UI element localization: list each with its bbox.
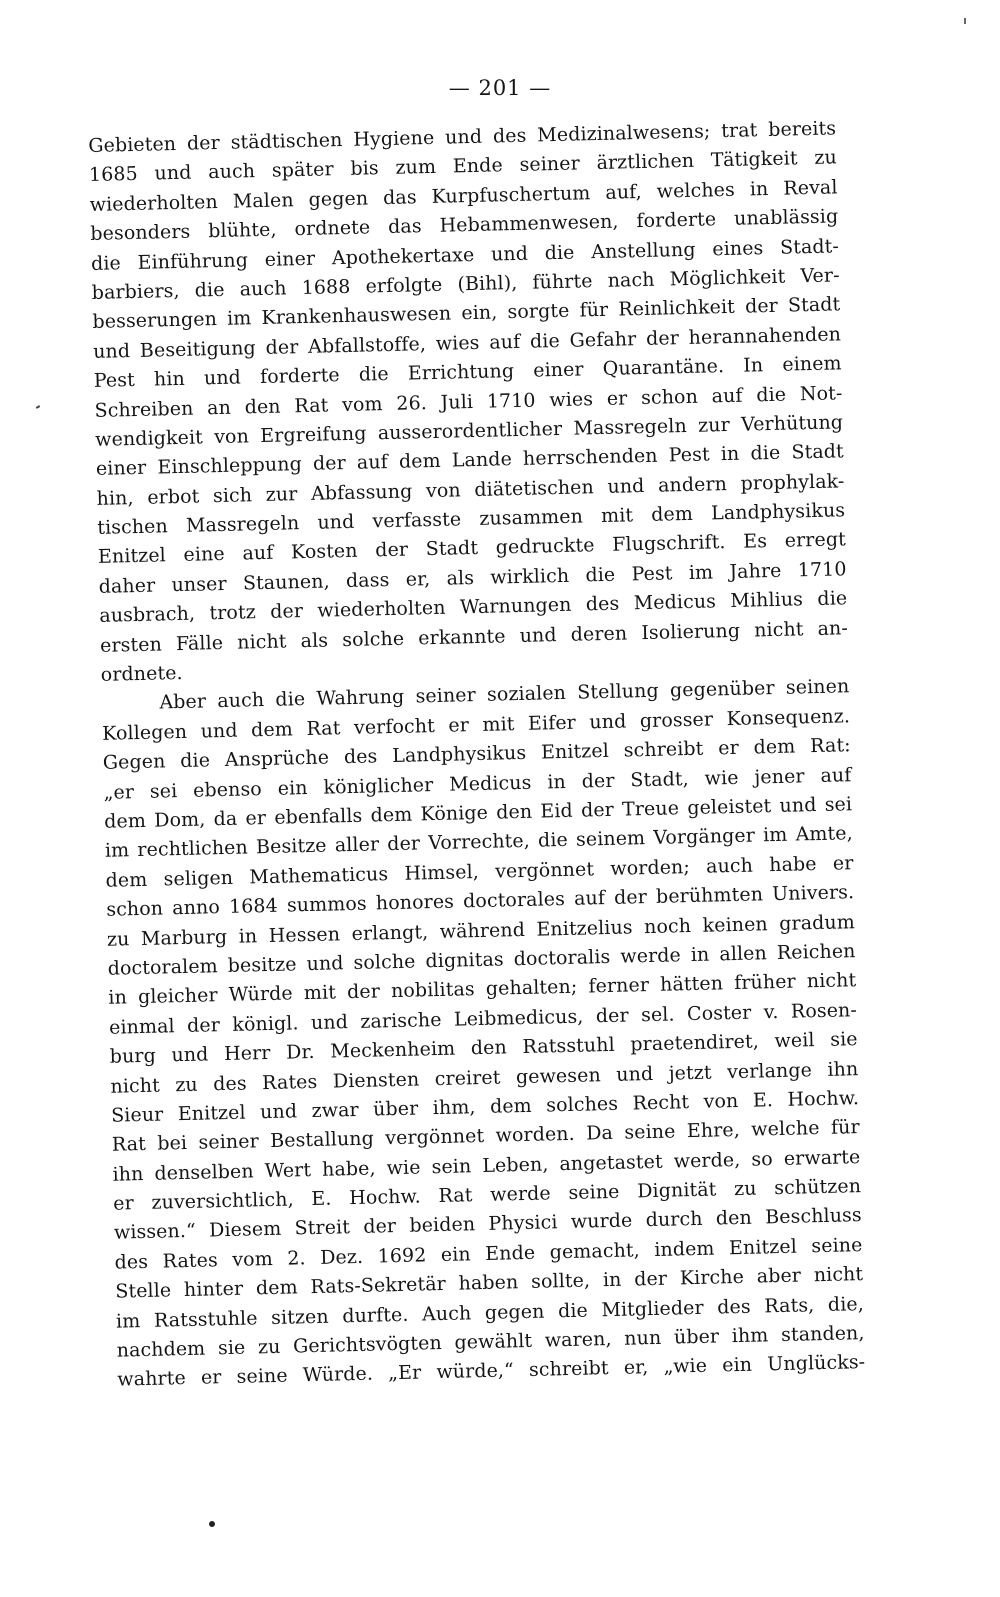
text-line: einmal der königl. und zarische Leibmedicus, der sel. Coster v. Rosen-: [108, 998, 858, 1039]
text-line: die Einführung einer Apothekertaxe und die Anstellung eines Stadt-: [90, 234, 840, 275]
text-line: dem Dom, da er ebenfalls dem Könige den Eid der Treue geleistet und sei: [103, 793, 853, 833]
text-line: Aber auch die Wahrung seiner sozialen Stellung gegenüber seinen: [159, 675, 850, 714]
text-line: wahrte er seine Würde. „Er würde,“ schreibt er, „wie ein Unglücks-: [117, 1351, 866, 1392]
text-line: nicht zu des Rates Diensten creiret gewesen und jetzt verlange ihn: [110, 1057, 859, 1098]
text-line: daher unser Staunen, dass er, als wirklich die Pest im Jahre 1710: [98, 558, 847, 598]
text-line: Kollegen und dem Rat verfocht er mit Eifer und grosser Konsequenz.: [101, 705, 851, 745]
text-line: des Rates vom 2. Dez. 1692 ein Ende gemacht, indem Enitzel seine: [114, 1233, 863, 1274]
page-number: — 201 —: [448, 76, 552, 100]
text-line: dem seligen Mathematicus Himsel, vergönnet worden; auch habe er: [105, 851, 854, 892]
text-line: wissen.“ Diesem Streit der beiden Physici wurde durch den Beschluss: [113, 1204, 863, 1245]
text-line: ausbrach, trotz der wiederholten Warnungen des Medicus Mihlius die: [99, 587, 848, 628]
text-line: Rat bei seiner Bestallung vergönnet worden. Da seine Ehre, welche für: [111, 1116, 860, 1156]
text-line: Stelle hinter dem Rats-Sekretär haben sollte, in der Kirche aber nicht: [115, 1263, 864, 1303]
text-line: Gegen die Ansprüche des Landphysikus Enitzel schreibt er dem Rat:: [102, 734, 851, 775]
text-line: im rechtlichen Besitze aller der Vorrechte, die seinem Vorgänger im Amte,: [104, 822, 853, 863]
text-line: besonders blühte, ordnete das Hebammenwesen, forderte unablässig: [90, 205, 839, 246]
text-line: nachdem sie zu Gerichtsvögten gewählt waren, nun über ihm standen,: [116, 1322, 865, 1362]
text-line: „er sei ebenso ein königlicher Medicus in der Stadt, wie jener auf: [103, 763, 852, 804]
text-line: ihn denselben Wert habe, wie sein Leben, angetastet werde, so erwarte: [112, 1145, 861, 1186]
text-line: zu Marburg in Hessen erlangt, während Enitzelius noch keinen gradum: [106, 910, 856, 951]
text-line: schon anno 1684 summos honores doctorales auf der berühmten Univers.: [106, 881, 855, 921]
text-line: besserungen im Krankenhauswesen ein, sorgte für Reinlichkeit der Stadt: [92, 293, 841, 334]
text-line: er zuversichtlich, E. Hochw. Rat werde seine Dignität zu schützen: [112, 1175, 862, 1215]
text-line: Schreiben an den Rat vom 26. Juli 1710 wies er schon auf die Not-: [94, 381, 843, 422]
scan-speck: [36, 405, 40, 409]
text-line: barbiers, die auch 1688 erfolgte (Bihl), führte nach Möglichkeit Ver-: [91, 264, 840, 304]
text-line: Sieur Enitzel und zwar über ihm, dem solches Recht von E. Hochw.: [110, 1086, 860, 1127]
text-line: ersten Fälle nicht als solche erkannte und deren Isolierung nicht an-: [99, 616, 849, 657]
text-line: in gleicher Würde mit der nobilitas gehalten; ferner hätten früher nicht: [108, 969, 857, 1010]
text-line: hin, erbot sich zur Abfassung von diätetischen und andern prophylak-: [96, 469, 845, 510]
scan-speck: [209, 1521, 215, 1527]
text-line: burg und Herr Dr. Meckenheim den Ratsstuhl praetendiret, weil sie: [109, 1028, 858, 1068]
text-line: Gebieten der städtischen Hygiene und des Medizinalwesens; trat bereits: [88, 117, 837, 157]
text-line: einer Einschleppung der auf dem Lande herrschenden Pest in die Stadt: [95, 440, 844, 481]
text-line: wiederholten Malen gegen das Kurpfuschertum auf, welches in Reval: [89, 176, 838, 216]
body-text: [88, 114, 866, 1395]
text-line: und Beseitigung der Abfallstoffe, wies auf die Gefahr der herannahenden: [92, 323, 842, 363]
text-line: 1685 und auch später bis zum Ende seiner ärztlichen Tätigkeit zu: [88, 146, 838, 187]
text-line: ordnete.: [100, 661, 183, 686]
text-line: wendigkeit von Ergreifung ausserordentlicher Massregeln zur Verhütung: [94, 411, 844, 451]
text-line: Enitzel eine auf Kosten der Stadt gedruckte Flugschrift. Es erregt: [97, 528, 847, 569]
text-line: tischen Massregeln und verfasste zusammen mit dem Landphysikus: [97, 499, 846, 539]
text-line: doctoralem besitze und solche dignitas doctoralis werde in allen Reichen: [107, 940, 856, 980]
text-line: im Ratsstuhle sitzen durfte. Auch gegen die Mitglieder des Rats, die,: [115, 1292, 865, 1333]
text-line: Pest hin und forderte die Errichtung einer Quarantäne. In einem: [93, 352, 842, 393]
scan-speck: [964, 18, 966, 24]
